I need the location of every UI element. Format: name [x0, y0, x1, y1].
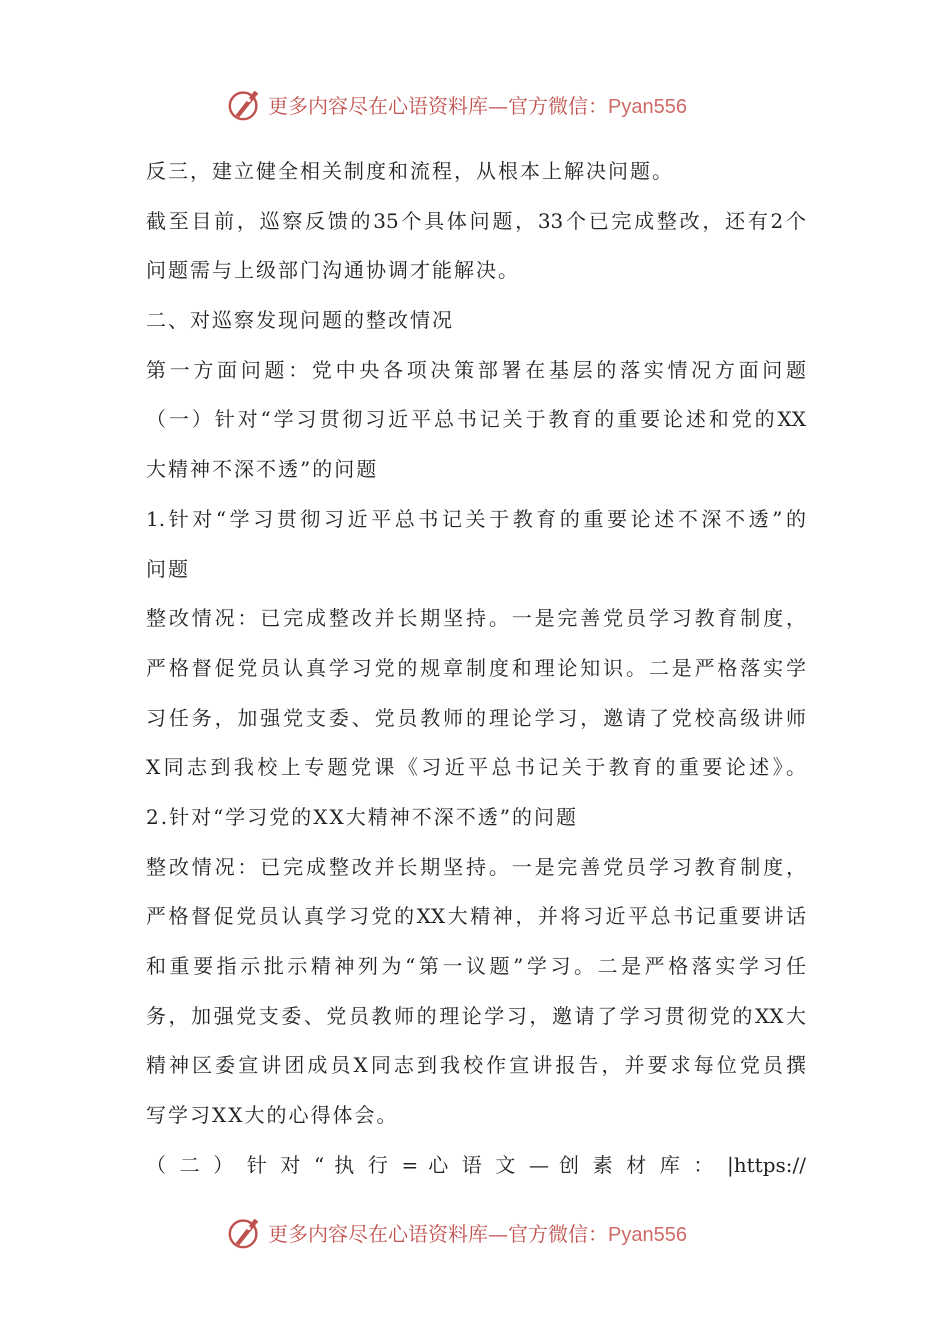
text-line: 严格督促党员认真学习党的规章制度和理论知识。二是严格落实学	[146, 655, 806, 680]
header-watermark-banner	[226, 84, 746, 124]
text-line: （ 二 ） 针 对 “ 执 行 = 心 语 文 — 创 素 材 库 ： |https://	[146, 1152, 806, 1177]
pen-nib-circle-icon	[226, 1213, 264, 1251]
footer-watermark-banner	[226, 1212, 746, 1252]
pen-nib-circle-icon	[226, 85, 264, 123]
banner-text	[268, 1218, 687, 1247]
text-line: 和重要指示批示精神列为“第一议题”学习。二是严格落实学习任	[146, 954, 806, 978]
text-line: 反三，建立健全相关制度和流程，从根本上解决问题。	[146, 159, 674, 183]
text-line: 问题	[146, 556, 190, 581]
text-line: 1.针对“学习贯彻习近平总书记关于教育的重要论述不深不透”的	[146, 506, 806, 531]
text-line: 务，加强党支委、党员教师的理论学习，邀请了学习贯彻党的XX大	[146, 1003, 806, 1028]
section-heading: 二、对巡察发现问题的整改情况	[146, 308, 454, 333]
banner-account: Pyan556	[608, 1223, 687, 1246]
text-line: 习任务，加强党支委、党员教师的理论学习，邀请了党校高级讲师	[146, 705, 806, 730]
banner-account: Pyan556	[608, 95, 687, 118]
text-line: 严格督促党员认真学习党的XX大精神，并将习近平总书记重要讲话	[146, 904, 806, 929]
text-line: 第一方面问题：党中央各项决策部署在基层的落实情况方面问题	[146, 357, 806, 382]
text-line: X同志到我校上专题党课《习近平总书记关于教育的重要论述》。	[146, 755, 806, 780]
banner-label: 更多内容尽在心语资料库—官方微信：	[268, 1221, 608, 1246]
text-line: 问题需与上级部门沟通协调才能解决。	[146, 258, 520, 283]
document-body	[146, 147, 806, 1190]
text-line: 大精神不深不透”的问题	[146, 457, 379, 482]
text-line: 整改情况：已完成整改并长期坚持。一是完善党员学习教育制度，	[146, 606, 806, 631]
banner-text	[268, 90, 687, 119]
banner-label: 更多内容尽在心语资料库—官方微信：	[268, 93, 608, 118]
text-line: （一）针对“学习贯彻习近平总书记关于教育的重要论述和党的XX	[146, 407, 806, 432]
text-line: 整改情况：已完成整改并长期坚持。一是完善党员学习教育制度，	[146, 854, 806, 879]
text-line: 精神区委宣讲团成员X同志到我校作宣讲报告，并要求每位党员撰	[146, 1053, 806, 1078]
text-line: 写学习XX大的心得体会。	[146, 1103, 399, 1128]
text-line: 2.针对“学习党的XX大精神不深不透”的问题	[146, 804, 579, 829]
text-line: 截至目前，巡察反馈的35个具体问题，33个已完成整改，还有2个	[146, 208, 806, 233]
